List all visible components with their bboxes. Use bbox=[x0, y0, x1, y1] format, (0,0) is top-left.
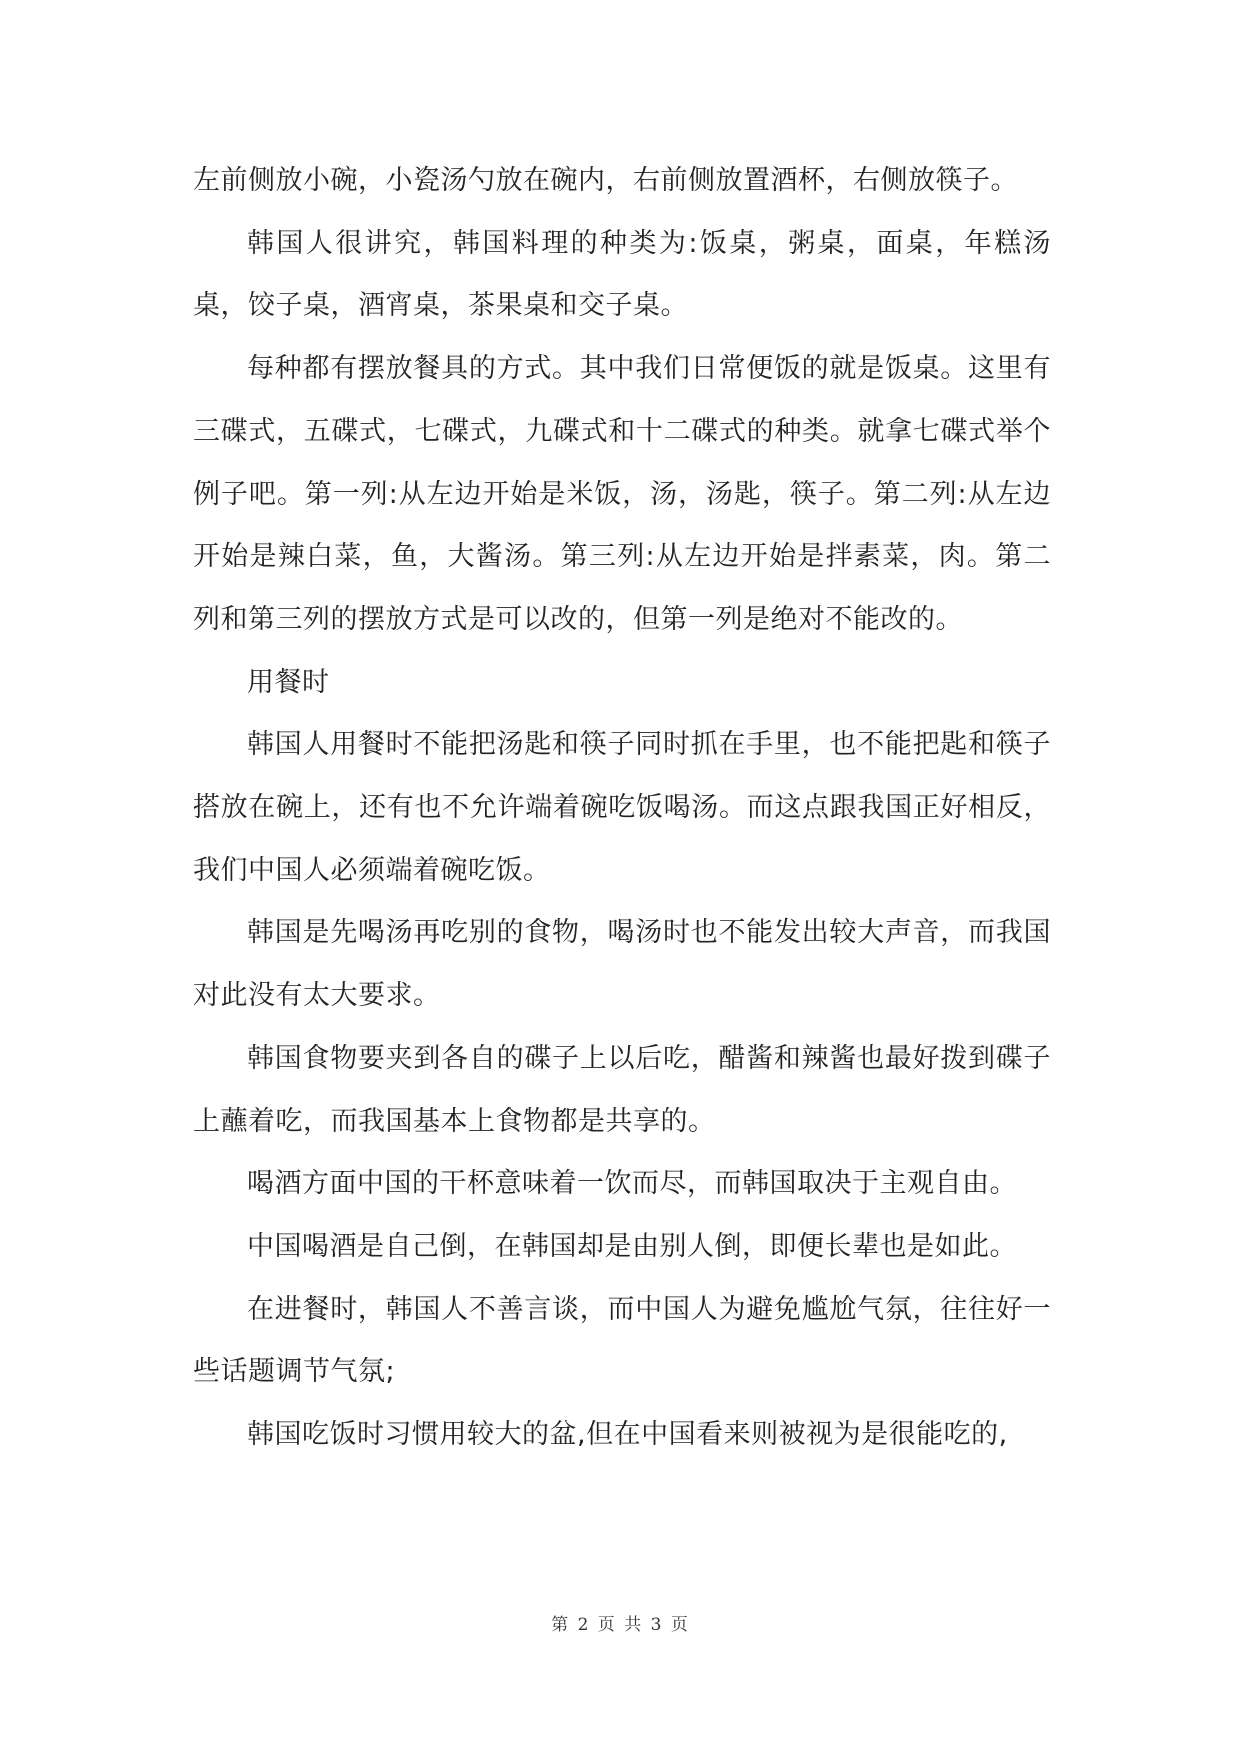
page-number-footer: 第 2 页 共 3 页 bbox=[551, 1615, 690, 1635]
document-body bbox=[193, 150, 1051, 1467]
paragraph: 喝酒方面中国的干杯意味着一饮而尽，而韩国取决于主观自由。 bbox=[247, 1168, 1017, 1200]
paragraph: 韩国食物要夹到各自的碟子上以后吃，醋酱和辣酱也最好拨到碟子上蘸着吃，而我国基本上食物都是共享的。 bbox=[193, 1042, 1051, 1137]
paragraph: 每种都有摆放餐具的方式。其中我们日常便饭的就是饭桌。这里有三碟式，五碟式，七碟式，九碟式和十二碟式的种类。就拿七碟式举个例子吧。第一列:从左边开始是米饭，汤，汤匙，筷子。第二列:从左边开始是辣白菜，鱼，大酱汤。第三列:从左边开始是拌素菜，肉。第二列和第三列的摆放方式是可以改的，但第一列是绝对不能改的。 bbox=[193, 353, 1051, 635]
section-heading: 用餐时 bbox=[247, 666, 330, 698]
paragraph: 韩国是先喝汤再吃别的食物，喝汤时也不能发出较大声音，而我国对此没有太大要求。 bbox=[193, 917, 1051, 1012]
paragraph: 韩国人很讲究，韩国料理的种类为:饭桌，粥桌，面桌，年糕汤桌，饺子桌，酒宵桌，茶果桌和交子桌。 bbox=[193, 227, 1051, 322]
paragraph: 在进餐时，韩国人不善言谈，而中国人为避免尴尬气氛，往往好一些话题调节气氛; bbox=[193, 1293, 1051, 1388]
paragraph: 左前侧放小碗，小瓷汤勺放在碗内，右前侧放置酒杯，右侧放筷子。 bbox=[193, 165, 1018, 196]
paragraph: 韩国人用餐时不能把汤匙和筷子同时抓在手里，也不能把匙和筷子搭放在碗上，还有也不允许端着碗吃饭喝汤。而这点跟我国正好相反，我们中国人必须端着碗吃饭。 bbox=[193, 729, 1051, 886]
paragraph: 中国喝酒是自己倒，在韩国却是由别人倒，即便长辈也是如此。 bbox=[247, 1230, 1017, 1262]
paragraph: 韩国吃饭时习惯用较大的盆,但在中国看来则被视为是很能吃的, bbox=[247, 1419, 1008, 1451]
